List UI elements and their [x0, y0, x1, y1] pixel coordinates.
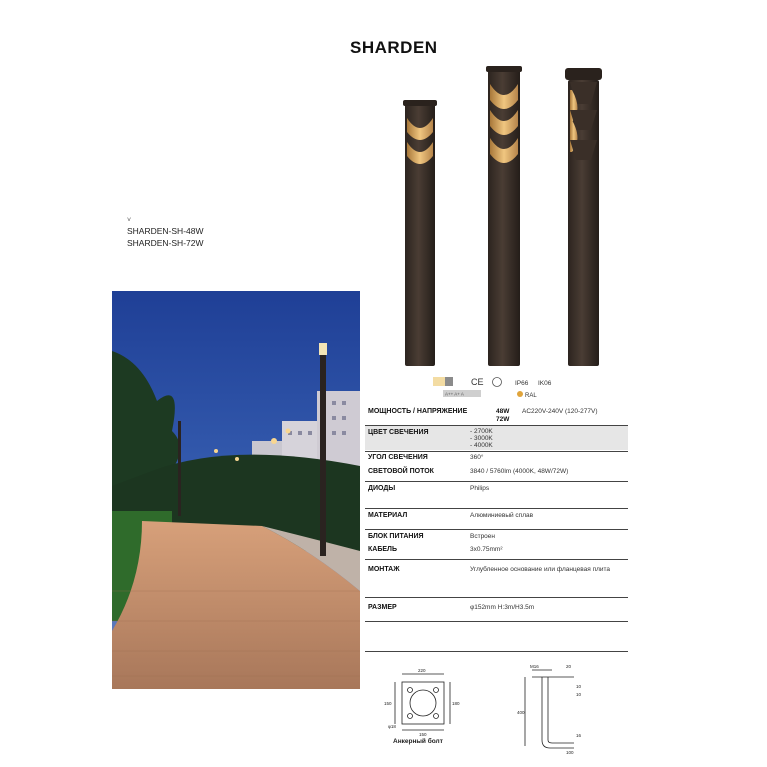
spec-label: УГОЛ СВЕЧЕНИЯ [368, 454, 428, 461]
spec-value: Встроен [470, 533, 495, 540]
product-renders [395, 60, 625, 372]
divider [365, 651, 628, 652]
spec-row-psu [365, 532, 628, 544]
divider [365, 529, 628, 530]
dim-plate-bottom: 150 [419, 732, 427, 737]
spec-row-power [365, 406, 628, 424]
spec-row-angle [365, 453, 628, 465]
spec-label: КАБЕЛЬ [368, 546, 397, 553]
energy-classes: A++ A+ A [445, 391, 464, 397]
spec-value: Philips [470, 485, 490, 492]
spec-label: МОНТАЖ [368, 566, 400, 573]
spec-value-72w: 72W [496, 416, 510, 423]
divider [365, 621, 628, 622]
ip-rating: IP66 [515, 380, 529, 387]
model-list [127, 217, 204, 249]
spec-value: 3840 / 5760lm (4000K, 48W/72W) [470, 468, 569, 475]
divider [365, 451, 628, 452]
spec-row-diodes [365, 484, 628, 496]
dim-bolt-mid1: 10 [576, 684, 582, 689]
spec-row-color [365, 426, 628, 450]
pole-48w-image [403, 100, 437, 366]
spec-row-flux [365, 467, 628, 479]
certification-bar [425, 375, 625, 403]
divider [365, 597, 628, 598]
dim-bolt-mid2: 10 [576, 692, 582, 697]
dim-bolt-foot: 100 [566, 750, 574, 755]
dim-hole: φ18 [388, 724, 396, 729]
model-item: SHARDEN-SH-48W [127, 226, 204, 236]
dim-plate-top: 220 [418, 668, 426, 673]
divider [365, 559, 628, 560]
spec-row-mount [365, 565, 628, 577]
spec-label: МАТЕРИАЛ [368, 512, 408, 519]
drawing-caption: Анкерный болт [393, 738, 443, 745]
spec-label: РАЗМЕР [368, 604, 397, 611]
ce-mark: CE [471, 377, 484, 387]
spec-label: СВЕТОВОЙ ПОТОК [368, 468, 434, 475]
color-swatch-icon [445, 377, 453, 386]
dim-bolt-height: 400 [517, 710, 525, 715]
spec-row-cable [365, 545, 628, 557]
model-item: SHARDEN-SH-72W [127, 238, 204, 248]
anchor-bolt-drawing [525, 670, 574, 748]
dim-bolt-top2: 20 [566, 664, 572, 669]
ul-mark-icon [493, 378, 502, 387]
base-plate-drawing [395, 674, 450, 730]
spec-value: - 4000K [470, 442, 493, 449]
ral-label: RAL [525, 393, 537, 399]
spec-value: Алюминиевый сплав [470, 512, 534, 519]
spec-value: Углубленное основание или фланцевая плита [470, 566, 611, 573]
divider [365, 481, 628, 482]
dim-plate-right: 180 [452, 701, 460, 706]
chevron-down-icon: ˅ [127, 217, 132, 224]
spec-label: БЛОК ПИТАНИЯ [368, 533, 424, 540]
spec-value: - 3000K [470, 435, 493, 442]
warm-light-swatch-icon [433, 377, 445, 386]
spec-value: 3x0.75mm² [470, 546, 503, 553]
spec-value-voltage: AC220V-240V (120-277V) [522, 408, 598, 415]
spec-value: φ152mm H:3m/H3.5m [470, 604, 535, 611]
spec-value-48w: 48W [496, 408, 510, 415]
spec-label: ЦВЕТ СВЕЧЕНИЯ [368, 429, 429, 436]
page-title: SHARDEN [350, 38, 438, 57]
divider [365, 508, 628, 509]
dim-bolt-hook: 16 [576, 733, 582, 738]
dim-plate-left: 150 [384, 701, 392, 706]
spec-row-material [365, 511, 628, 523]
pole-rear-view-image [565, 68, 602, 366]
spec-row-size [365, 603, 628, 615]
spec-label: ДИОДЫ [368, 485, 396, 492]
spec-label: МОЩНОСТЬ / НАПРЯЖЕНИЕ [368, 408, 468, 415]
ik-rating: IK06 [538, 380, 552, 387]
dim-bolt-top: M16 [530, 664, 539, 669]
installation-photo [112, 291, 360, 689]
pole-72w-image [486, 66, 522, 366]
spec-value: - 2700K [470, 428, 493, 435]
ral-icon [517, 391, 523, 397]
spec-value: 360° [470, 454, 484, 461]
